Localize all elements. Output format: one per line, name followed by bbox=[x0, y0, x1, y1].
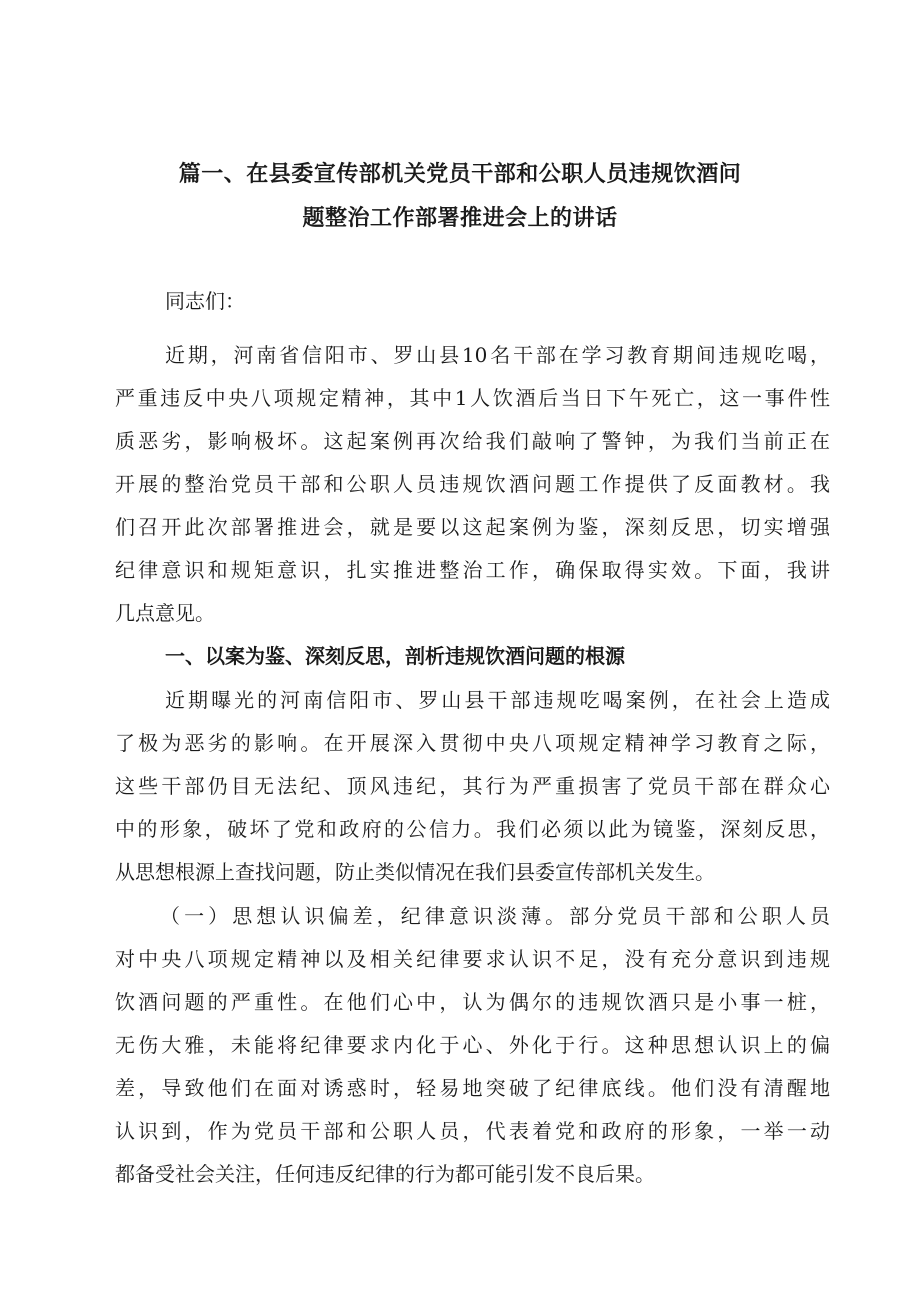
paragraph-1-line: 严重违反中央八项规定精神，其中1人饮酒后当日下午死亡，这一事件性 bbox=[115, 386, 830, 410]
paragraph-2-line: 了极为恶劣的影响。在开展深入贯彻中央八项规定精神学习教育之际， bbox=[115, 731, 830, 755]
paragraph-2-line: 近期曝光的河南信阳市、罗山县干部违规吃喝案例，在社会上造成 bbox=[165, 688, 830, 712]
paragraph-3-line: 对中央八项规定精神以及相关纪律要求认识不足，没有充分意识到违规 bbox=[115, 947, 830, 971]
paragraph-3-line: 饮酒问题的严重性。在他们心中，认为偶尔的违规饮酒只是小事一桩， bbox=[115, 990, 830, 1014]
salutation: 同志们： bbox=[165, 289, 245, 313]
document-title-line-2: 题整治工作部署推进会上的讲话 bbox=[302, 206, 618, 231]
paragraph-1-line: 纪律意识和规矩意识，扎实推进整治工作，确保取得实效。下面，我讲 bbox=[115, 558, 830, 582]
paragraph-3-line: 无伤大雅，未能将纪律要求内化于心、外化于行。这种思想认识上的偏 bbox=[115, 1033, 830, 1057]
paragraph-1-line: 几点意见。 bbox=[115, 601, 215, 625]
paragraph-3-line: 认识到，作为党员干部和公职人员，代表着党和政府的形象，一举一动 bbox=[115, 1119, 830, 1143]
document-title-line-1: 篇一、在县委宣传部机关党员干部和公职人员违规饮酒问 bbox=[178, 162, 742, 187]
paragraph-3-line: 都备受社会关注，任何违反纪律的行为都可能引发不良后果。 bbox=[115, 1162, 655, 1186]
paragraph-2-line: 中的形象，破坏了党和政府的公信力。我们必须以此为镜鉴，深刻反思， bbox=[115, 817, 830, 841]
paragraph-1-line: 质恶劣，影响极坏。这起案例再次给我们敲响了警钟，为我们当前正在 bbox=[115, 429, 830, 453]
paragraph-1-line: 们召开此次部署推进会，就是要以这起案例为鉴，深刻反思，切实增强 bbox=[115, 515, 830, 539]
paragraph-1-line: 开展的整治党员干部和公职人员违规饮酒问题工作提供了反面教材。我 bbox=[115, 472, 830, 496]
paragraph-2-line: 从思想根源上查找问题，防止类似情况在我们县委宣传部机关发生。 bbox=[115, 860, 715, 884]
paragraph-1-line: 近期，河南省信阳市、罗山县10名干部在学习教育期间违规吃喝， bbox=[165, 343, 830, 367]
paragraph-3-line: 差，导致他们在面对诱惑时，轻易地突破了纪律底线。他们没有清醒地 bbox=[115, 1076, 830, 1100]
section-1-heading: 一、以案为鉴、深刻反思，剖析违规饮酒问题的根源 bbox=[165, 644, 625, 668]
paragraph-3-line: （一）思想认识偏差，纪律意识淡薄。部分党员干部和公职人员 bbox=[160, 904, 830, 928]
paragraph-2-line: 这些干部仍目无法纪、顶风违纪，其行为严重损害了党员干部在群众心 bbox=[115, 774, 830, 798]
